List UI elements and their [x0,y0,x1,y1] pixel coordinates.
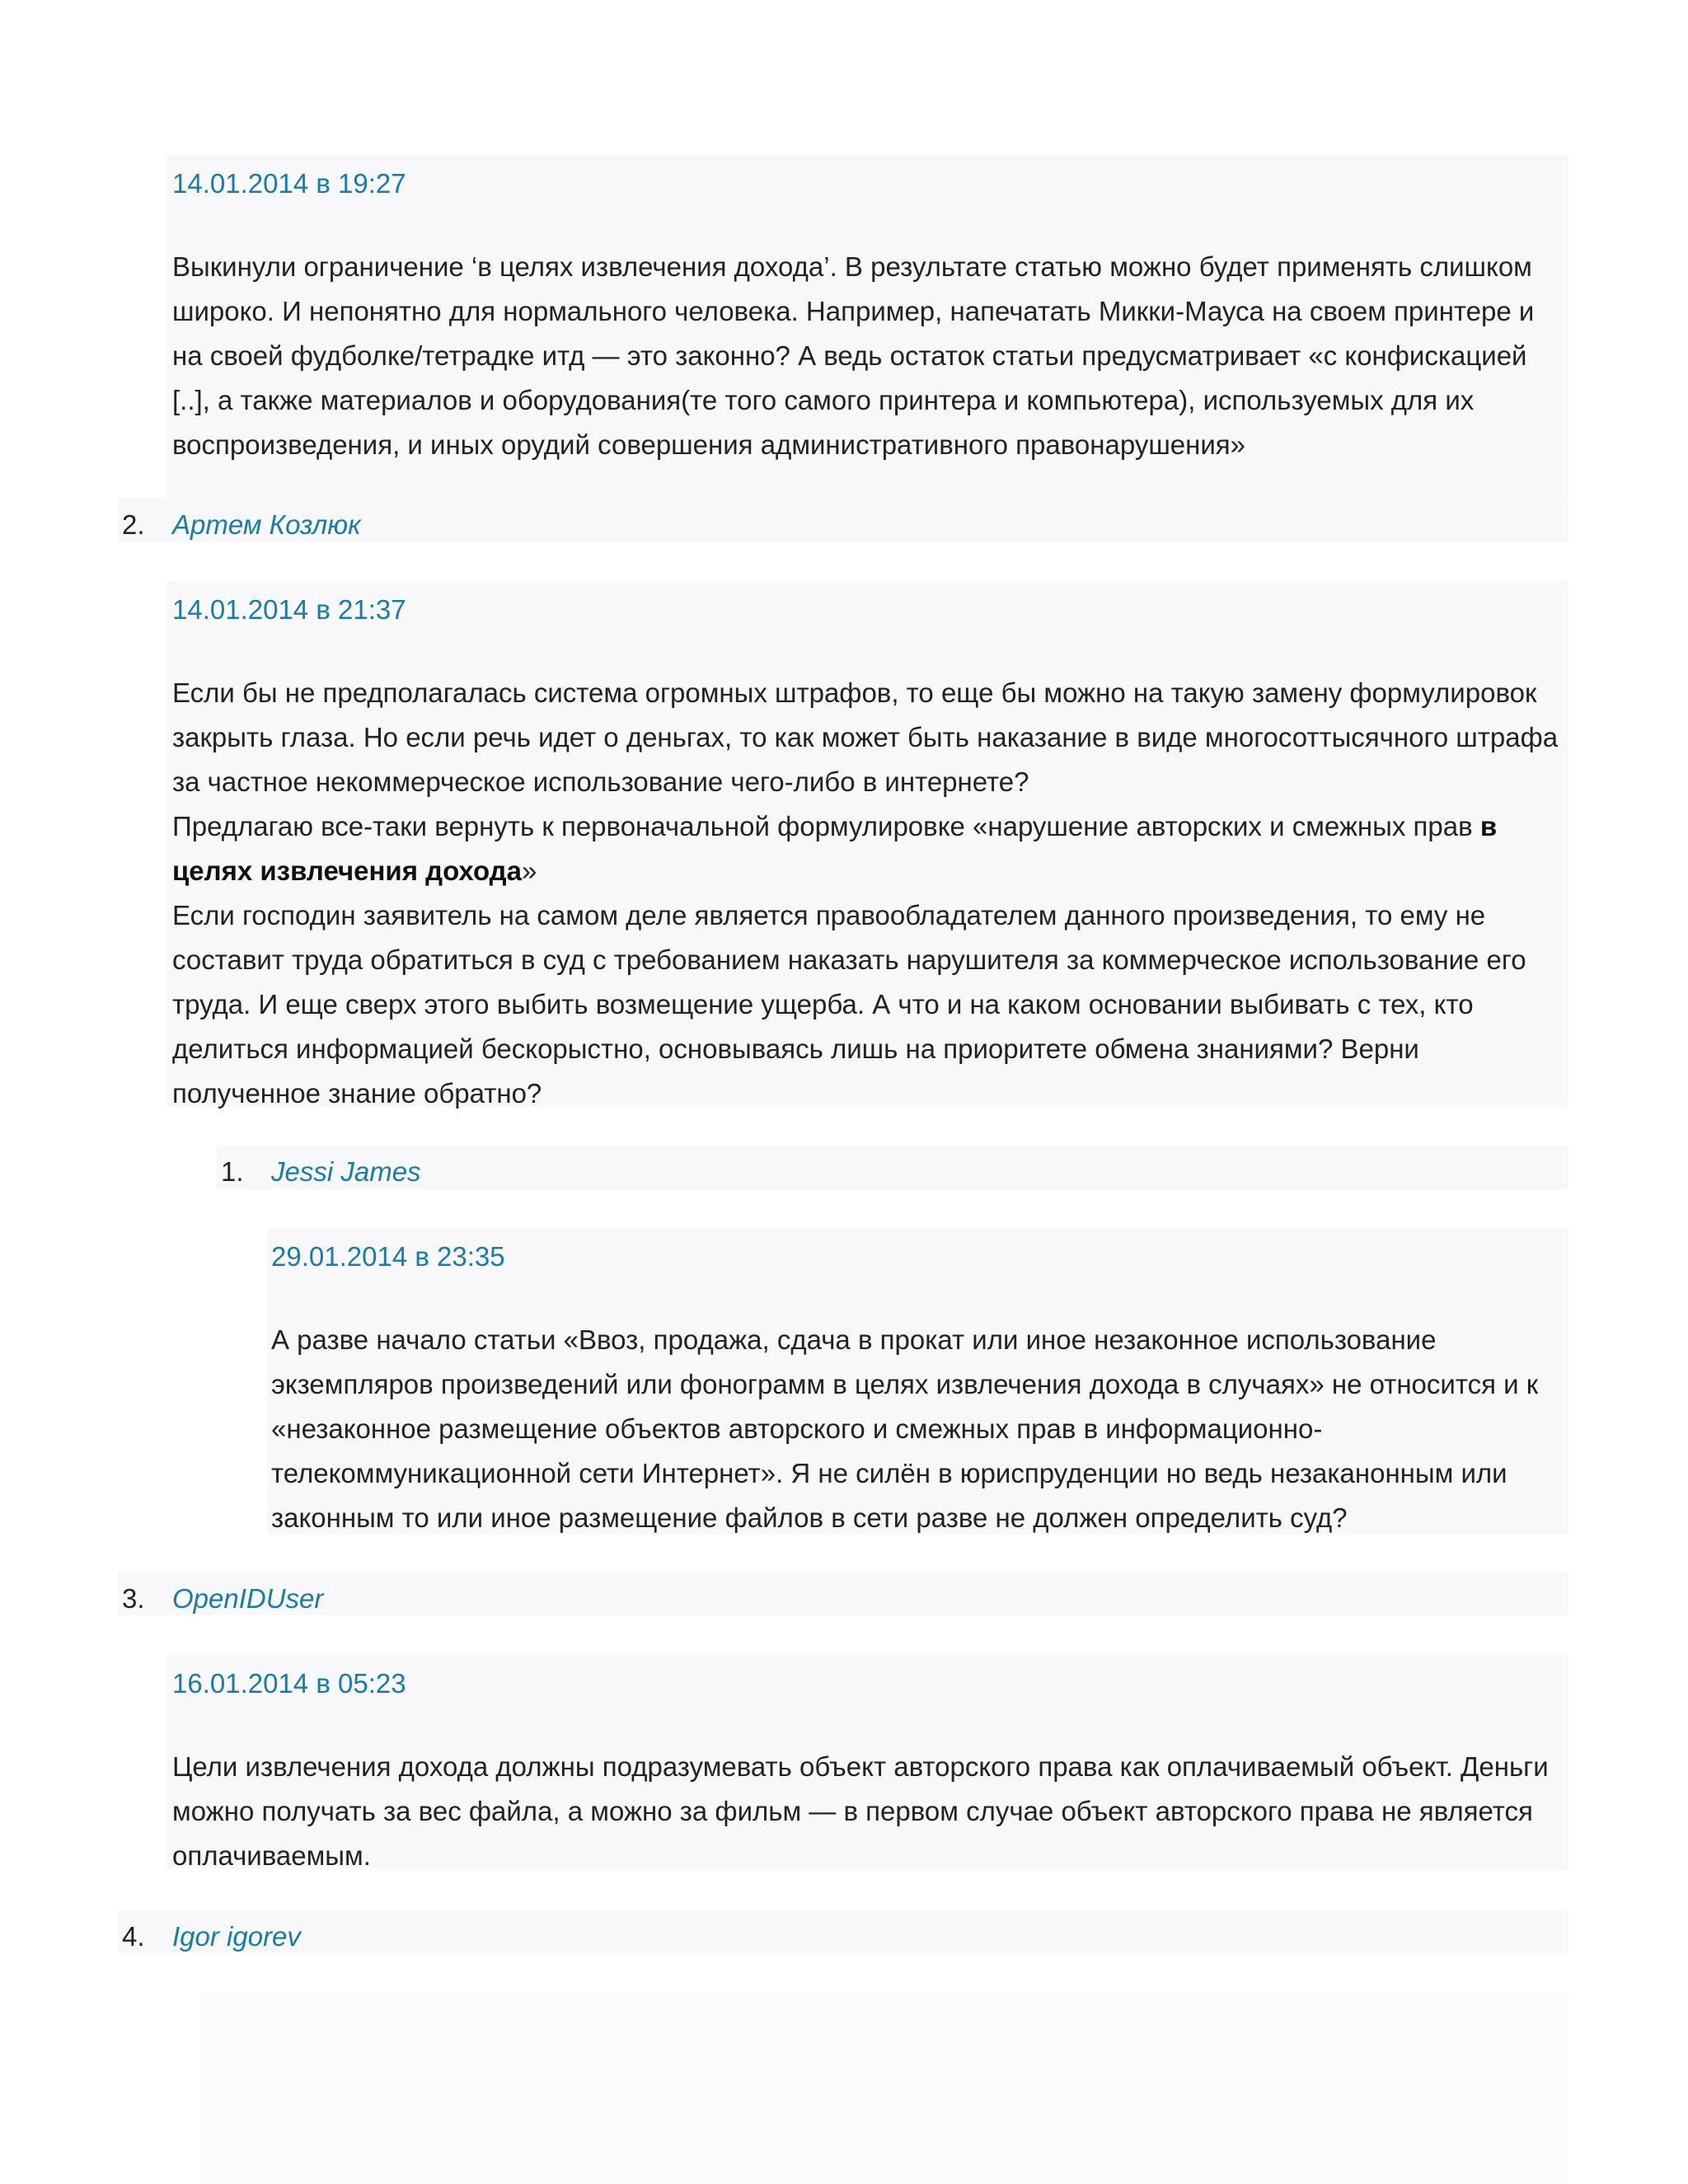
comment-paragraph [172,804,1565,893]
comment-body-box [200,1993,1568,2184]
comment-author-link[interactable]: Артем Козлюк [172,509,361,540]
comment-date-link[interactable]: 14.01.2014 в 19:27 [172,168,406,199]
comment-date-link[interactable]: 16.01.2014 в 05:23 [172,1668,406,1699]
paragraph-text: » [521,855,537,886]
comment-text [172,671,1565,1116]
list-number: 2. [122,509,145,540]
bold-phrase: в целях извлечения дохода [172,811,1498,886]
comment-author-bar [118,1910,1568,1953]
comment-text: Выкинули ограничение ‘в целях извлечения дохода’. В результате статью можно будет применять слишком широко. И непонятно для нормального человека. Например, напечатать Микки-Мауса на своем принтере и на своей фудболке/тетрадке итд — это законно? А ведь остаток статьи предусматривает «с конфискацией [..], а также материалов и оборудования(те того самого принтера и компьютера), используемых для их воспроизведения, и иных орудий совершения административного правонарушения» [172,251,1535,460]
comment-author-link[interactable]: Jessi James [271,1156,421,1187]
list-number: 1. [221,1156,244,1187]
comment-text: А разве начало статьи «Ввоз, продажа, сдача в прокат или иное незаконное использование экземпляров произведений или фонограмм в целях извлечения дохода в случаях» не относится и к «незаконное размещение объектов авторского и смежных прав в информационно-телекоммуникационной сети Интернет». Я не силён в юриспруденции но ведь незаканонным или законным то или иное размещение файлов в сети разве не должен определить суд? [271,1324,1539,1533]
list-number: 4. [122,1921,145,1952]
comment-author-link[interactable]: OpenIDUser [172,1583,324,1614]
paragraph-text: Предлагаю все-таки вернуть к первоначальной формулировке «нарушение авторских и смежных прав [172,811,1480,841]
comment-date-link[interactable]: 14.01.2014 в 21:37 [172,594,406,625]
list-number: 3. [122,1583,145,1614]
comment-paragraph: Если бы не предполагалась система огромных штрафов, то еще бы можно на такую замену формулировок закрыть глаза. Но если речь идет о деньгах, то как может быть наказание в виде многосоттысячного штрафа за частное некоммерческое использование чего-либо в интернете? [172,677,1559,797]
comment-date-link[interactable]: 29.01.2014 в 23:35 [271,1241,505,1272]
comment-author-link[interactable]: Igor igorev [172,1921,301,1952]
comment-paragraph: Если господин заявитель на самом деле является правообладателем данного произведения, то ему не составит труда обратиться в суд с требованием наказать нарушителя за коммерческое использование его труда. И еще сверх этого выбить возмещение ущерба. А что и на каком основании выбивать с тех, кто делиться информацией бескорыстно, основываясь лишь на приоритете обмена знаниями? Верни полученное знание обратно? [172,900,1526,1108]
comment-author-bar [118,1572,1568,1615]
comment-text: Цели извлечения дохода должны подразумевать объект авторского права как оплачиваемый объект. Деньги можно получать за вес файла, а можно за фильм — в первом случае объект авторского права не является оплачиваемым. [172,1751,1549,1871]
